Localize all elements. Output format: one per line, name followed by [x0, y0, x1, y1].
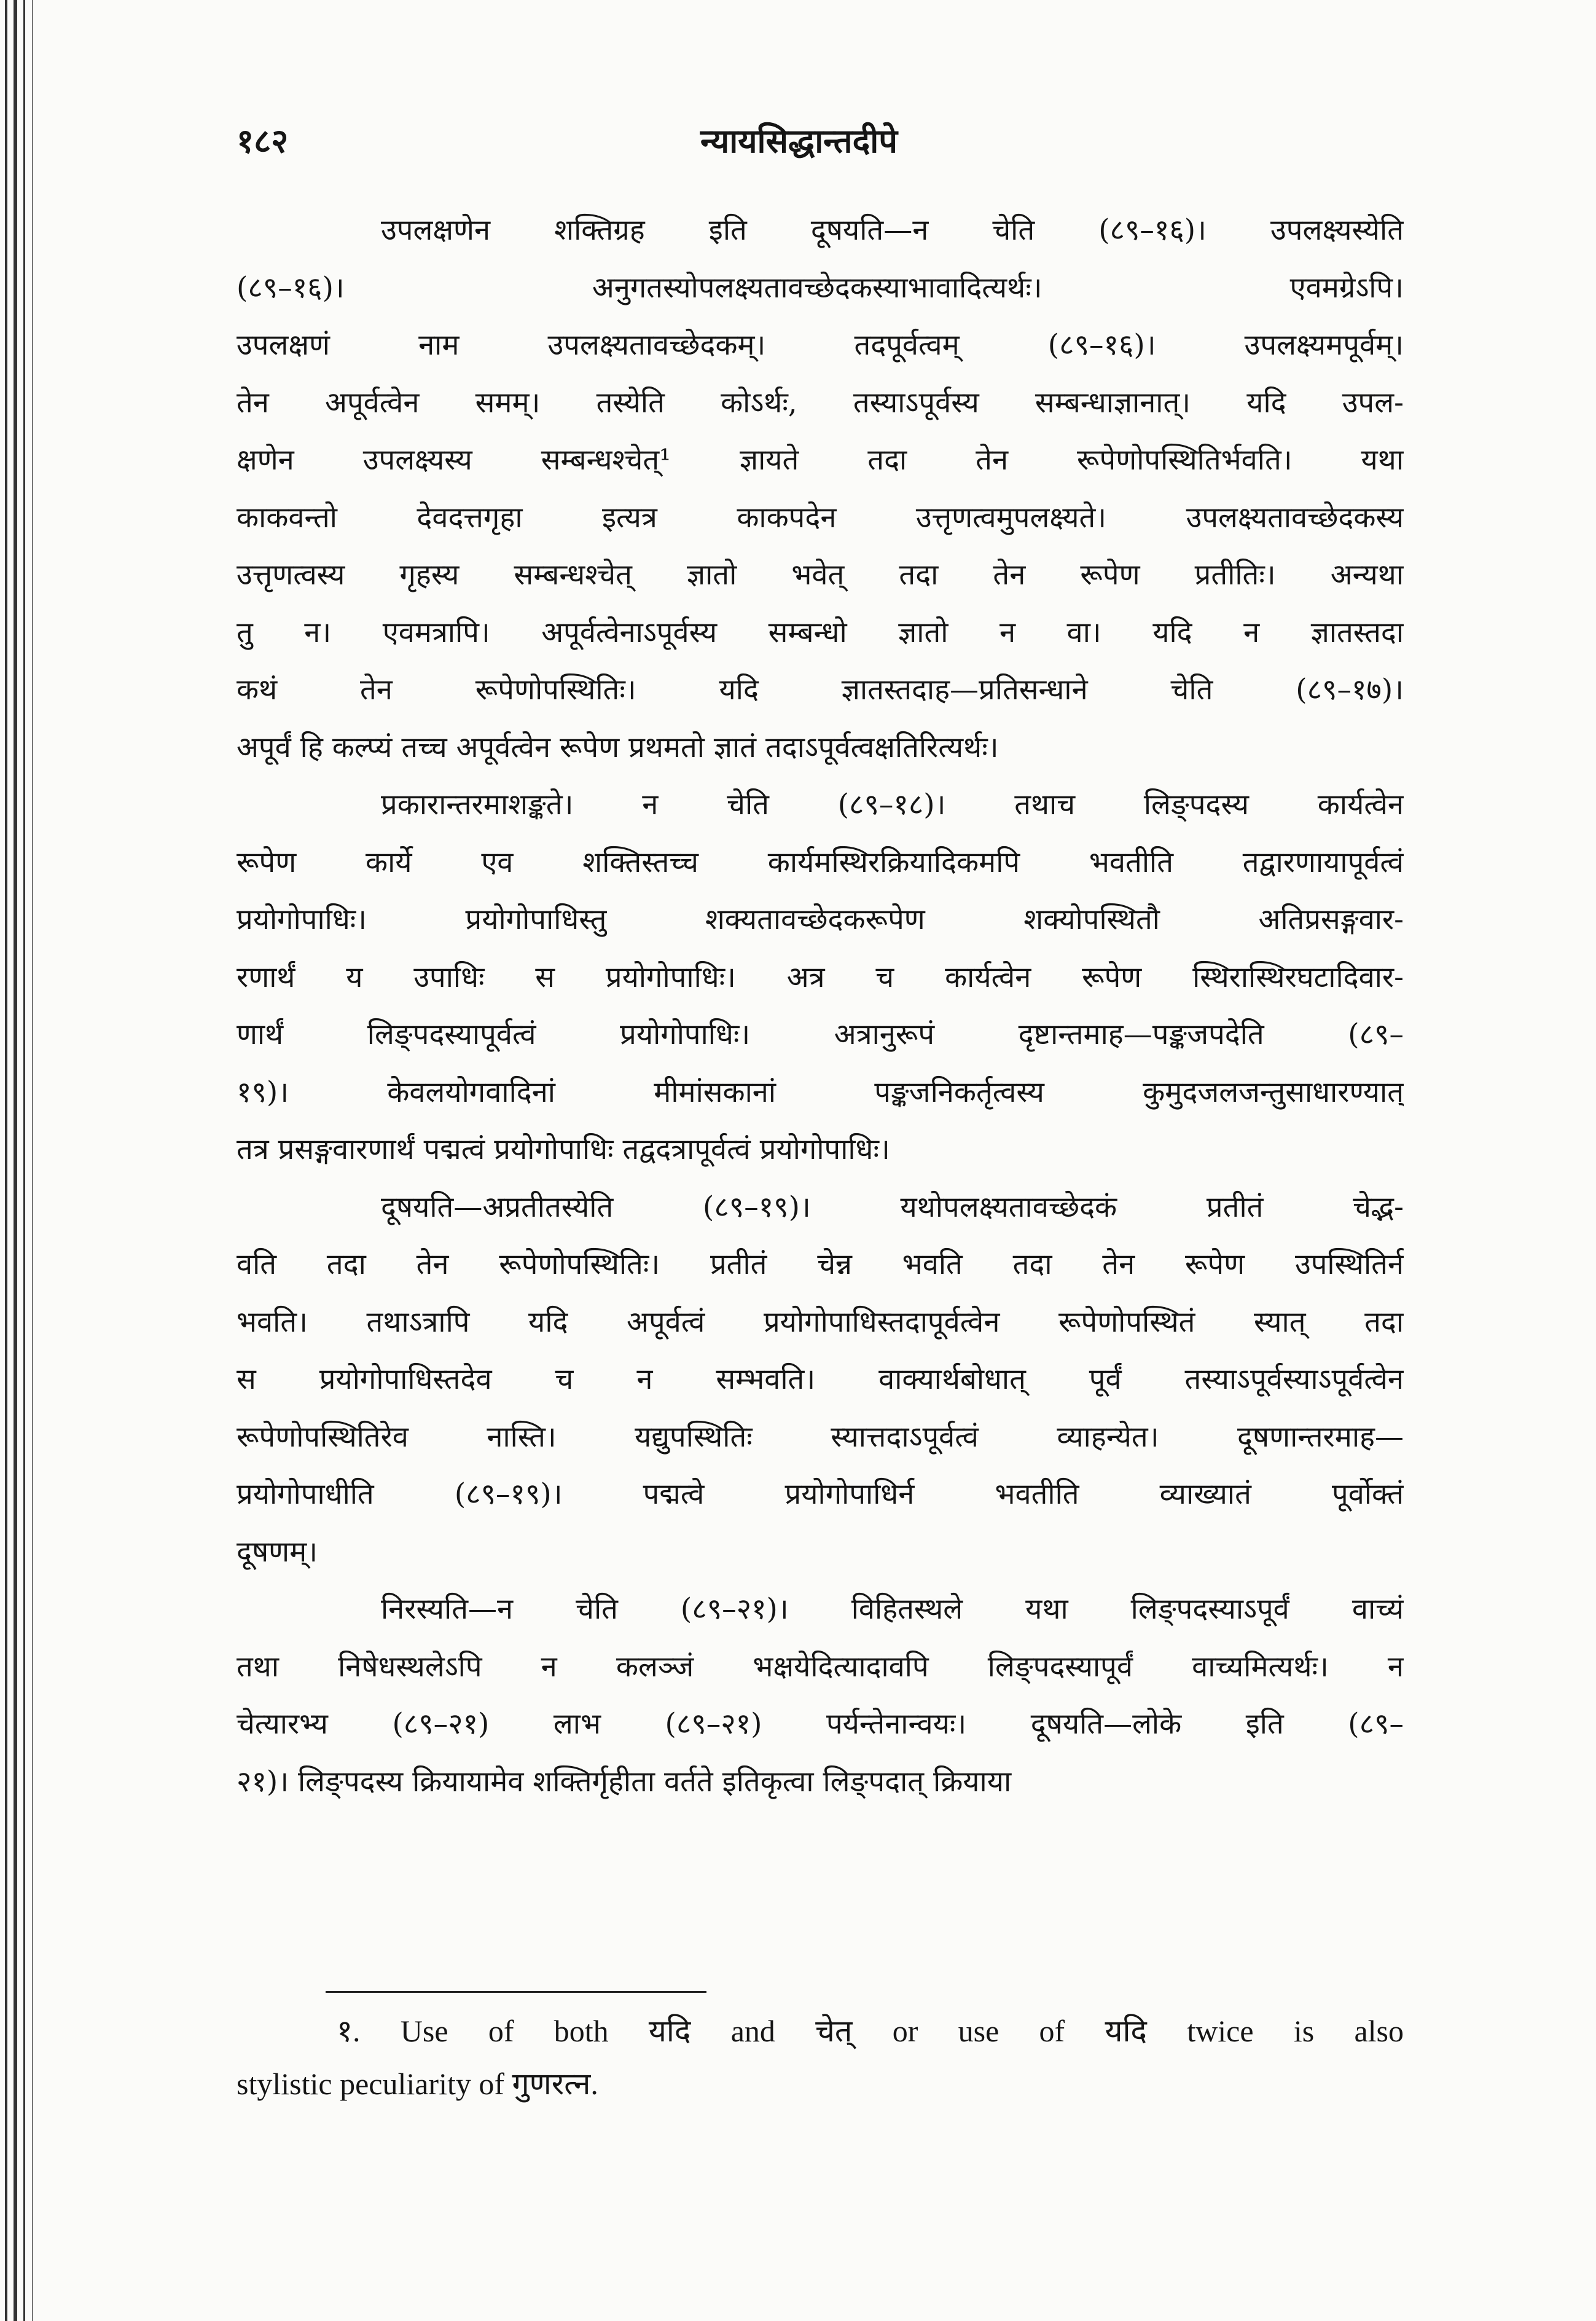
text-line: वति तदा तेन रूपेणोपस्थितिः। प्रतीतं चेन्न भवति तदा तेन रूपेण उपस्थितिर्न: [237, 1247, 1404, 1281]
text-line: दूषणम्।: [237, 1534, 318, 1569]
text-line: (८९–१६)। अनुगतस्योपलक्ष्यतावच्छेदकस्याभावादित्यर्थः। एवमग्रेऽपि।: [237, 270, 1404, 305]
text-line: भवति। तथाऽत्रापि यदि अपूर्वत्वं प्रयोगोपाधिस्तदापूर्वत्वेन रूपेणोपस्थितं स्यात् तदा: [237, 1305, 1404, 1339]
text-line: प्रकारान्तरमाशङ्कते। न चेति (८९–१८)। तथाच लिङ्पदस्य कार्यत्वेन: [381, 788, 1404, 822]
text-line: चेत्यारभ्य (८९–२१) लाभ (८९–२१) पर्यन्तेनान्वयः। दूषयति—लोके इति (८९–: [237, 1707, 1404, 1741]
binding-edge-line: [14, 0, 17, 2321]
text-line: प्रयोगोपाधिः। प्रयोगोपाधिस्तु शक्यतावच्छेदकरूपेण शक्योपस्थितौ अतिप्रसङ्गवार-: [237, 903, 1404, 937]
text-line: दूषयति—अप्रतीतस्येति (८९–१९)। यथोपलक्ष्यतावच्छेदकं प्रतीतं चेद्भ-: [381, 1190, 1404, 1224]
binding-edge-line: [23, 0, 25, 2321]
text-line: तथा निषेधस्थलेऽपि न कलञ्जं भक्षयेदित्यादावपि लिङ्पदस्यापूर्वं वाच्यमित्यर्थः। न: [237, 1649, 1404, 1684]
text-line: काकवन्तो देवदत्तगृहा इत्यत्र काकपदेन उत्तृणत्वमुपलक्ष्यते। उपलक्ष्यतावच्छेदकस्य: [237, 500, 1404, 535]
text-line: १९)। केवलयोगवादिनां मीमांसकानां पङ्कजनिकर्तृत्वस्य कुमुदजलजन्तुसाधारण्यात्: [237, 1075, 1404, 1109]
commentary-body: [237, 202, 1404, 1810]
text-line: रणार्थं य उपाधिः स प्रयोगोपाधिः। अत्र च कार्यत्वेन रूपेण स्थिरास्थिरघटादिवार-: [237, 960, 1404, 994]
text-line: उत्तृणत्वस्य गृहस्य सम्बन्धश्चेत् ज्ञातो भवेत् तदा तेन रूपेण प्रतीतिः। अन्यथा: [237, 558, 1404, 592]
text-line: रूपेण कार्ये एव शक्तिस्तच्च कार्यमस्थिरक्रियादिकमपि भवतीति तद्वारणायापूर्वत्वं: [237, 845, 1404, 879]
text-line: कथं तेन रूपेणोपस्थितिः। यदि ज्ञातस्तदाह—प्रतिसन्धाने चेति (८९–१७)।: [237, 673, 1404, 707]
text-line: उपलक्षणं नाम उपलक्ष्यतावच्छेदकम्। तदपूर्वत्वम् (८९–१६)। उपलक्ष्यमपूर्वम्।: [237, 328, 1404, 362]
footnote-line: stylistic peculiarity of गुणरत्न.: [237, 2067, 598, 2101]
page-number: १८२: [237, 121, 289, 160]
text-line: स प्रयोगोपाधिस्तदेव च न सम्भवति। वाक्यार्थबोधात् पूर्वं तस्याऽपूर्वस्याऽपूर्वत्वेन: [237, 1362, 1404, 1396]
footnote-line: १. Use of both यदि and चेत् or use of यदि twice is also: [337, 2014, 1404, 2048]
paragraph: [237, 1581, 1404, 1810]
text-line: प्रयोगोपाधीति (८९–१९)। पद्मत्वे प्रयोगोपाधिर्न भवतीति व्याख्यातं पूर्वोक्तं: [237, 1477, 1404, 1511]
binding-edge-line: [32, 0, 33, 2321]
text-line: तेन अपूर्वत्वेन समम्। तस्येति कोऽर्थः, तस्याऽपूर्वस्य सम्बन्धाज्ञानात्। यदि उपल-: [237, 385, 1404, 420]
footnote-rule: [326, 1991, 706, 1993]
text-line: रूपेणोपस्थितिरेव नास्ति। यद्युपस्थितिः स्यात्तदाऽपूर्वत्वं व्याहन्येत। दूषणान्तरमाह—: [237, 1420, 1404, 1454]
text-line: तु न। एवमत्रापि। अपूर्वत्वेनाऽपूर्वस्य सम्बन्धो ज्ञातो न वा। यदि न ज्ञातस्तदा: [237, 615, 1404, 650]
text-line: निरस्यति—न चेति (८९–२१)। विहितस्थले यथा लिङ्पदस्याऽपूर्वं वाच्यं: [381, 1592, 1404, 1626]
paragraph: [237, 1179, 1404, 1581]
running-title: न्यायसिद्धान्तदीपे: [700, 121, 898, 160]
text-line: अपूर्वं हि कल्प्यं तच्च अपूर्वत्वेन रूपेण प्रथमतो ज्ञातं तदाऽपूर्वत्वक्षतिरित्यर्थः।: [237, 730, 999, 764]
footnote: [237, 2005, 1404, 2110]
text-line: तत्र प्रसङ्गवारणार्थं पद्मत्वं प्रयोगोपाधिः तद्वदत्रापूर्वत्वं प्रयोगोपाधिः।: [237, 1133, 890, 1166]
paragraph: [237, 776, 1404, 1179]
text-line: उपलक्षणेन शक्तिग्रह इति दूषयति—न चेति (८९–१६)। उपलक्ष्यस्येति: [381, 213, 1404, 247]
text-line: णार्थं लिङ्पदस्यापूर्वत्वं प्रयोगोपाधिः। अत्रानुरूपं दृष्टान्तमाह—पङ्कजपदेति (८९–: [237, 1018, 1404, 1051]
binding-edge-line: [5, 0, 7, 2321]
text-line: २१)। लिङ्पदस्य क्रियायामेव शक्तिर्गृहीता वर्तते इतिकृत्वा लिङ्पदात् क्रियाया: [237, 1764, 1012, 1799]
text-line: क्षणेन उपलक्ष्यस्य सम्बन्धश्चेत्¹ ज्ञायते तदा तेन रूपेणोपस्थितिर्भवति। यथा: [237, 443, 1404, 477]
paragraph: [237, 202, 1404, 776]
